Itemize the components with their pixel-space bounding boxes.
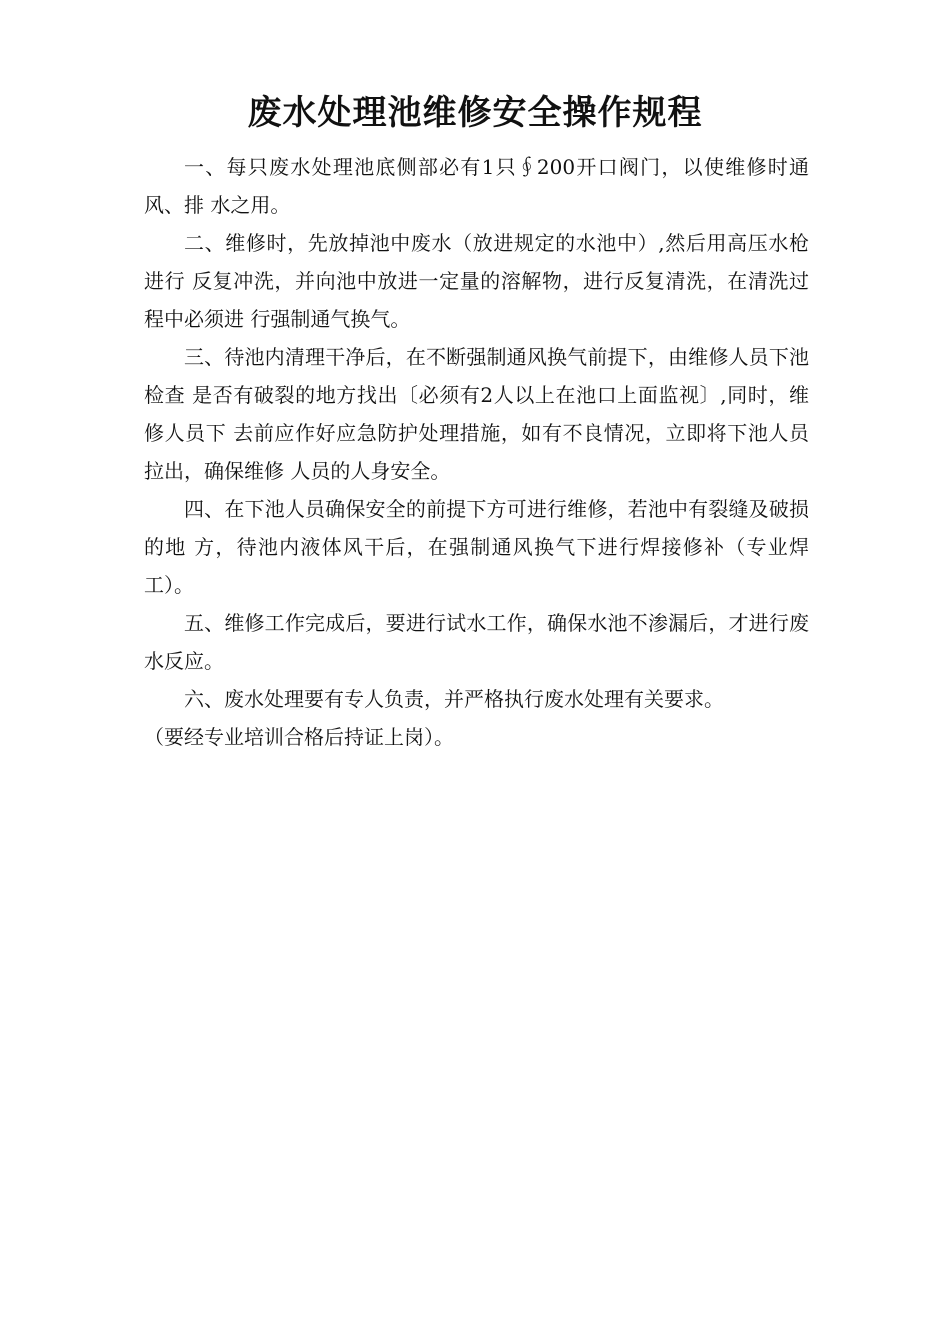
paragraph-3: 三、待池内清理干净后，在不断强制通风换气前提下，由维修人员下池检查 是否有破裂的地方找出〔必须有2人以上在池口上面监视〕,同时，维修人员下 去前应作好应急防护处理措施，如有不良情况，立即将下池人员拉出，确保维修 人员的人身安全。 [144,345,809,483]
paragraph-6: 六、废水处理要有专人负责，并严格执行废水处理有关要求。 [184,687,724,711]
document-title: 废水处理池维修安全操作规程 [247,93,703,133]
paragraph-1: 一、每只废水处理池底侧部必有1只∮200开口阀门，以使维修时通风、排 水之用。 [144,155,809,217]
paragraph-5: 五、维修工作完成后，要进行试水工作，确保水池不渗漏后，才进行废水反应。 [144,611,809,673]
paragraph-2: 二、维修时，先放掉池中废水（放进规定的水池中）,然后用高压水枪进行 反复冲洗，并向池中放进一定量的溶解物，进行反复清洗，在清洗过程中必须进 行强制通气换气。 [144,231,809,331]
document-body [144,148,809,756]
paragraph-4: 四、在下池人员确保安全的前提下方可进行维修，若池中有裂缝及破损的地 方，待池内液体风干后，在强制通风换气下进行焊接修补（专业焊工）。 [144,497,809,597]
paragraph-7: （要经专业培训合格后持证上岗）。 [144,725,454,749]
